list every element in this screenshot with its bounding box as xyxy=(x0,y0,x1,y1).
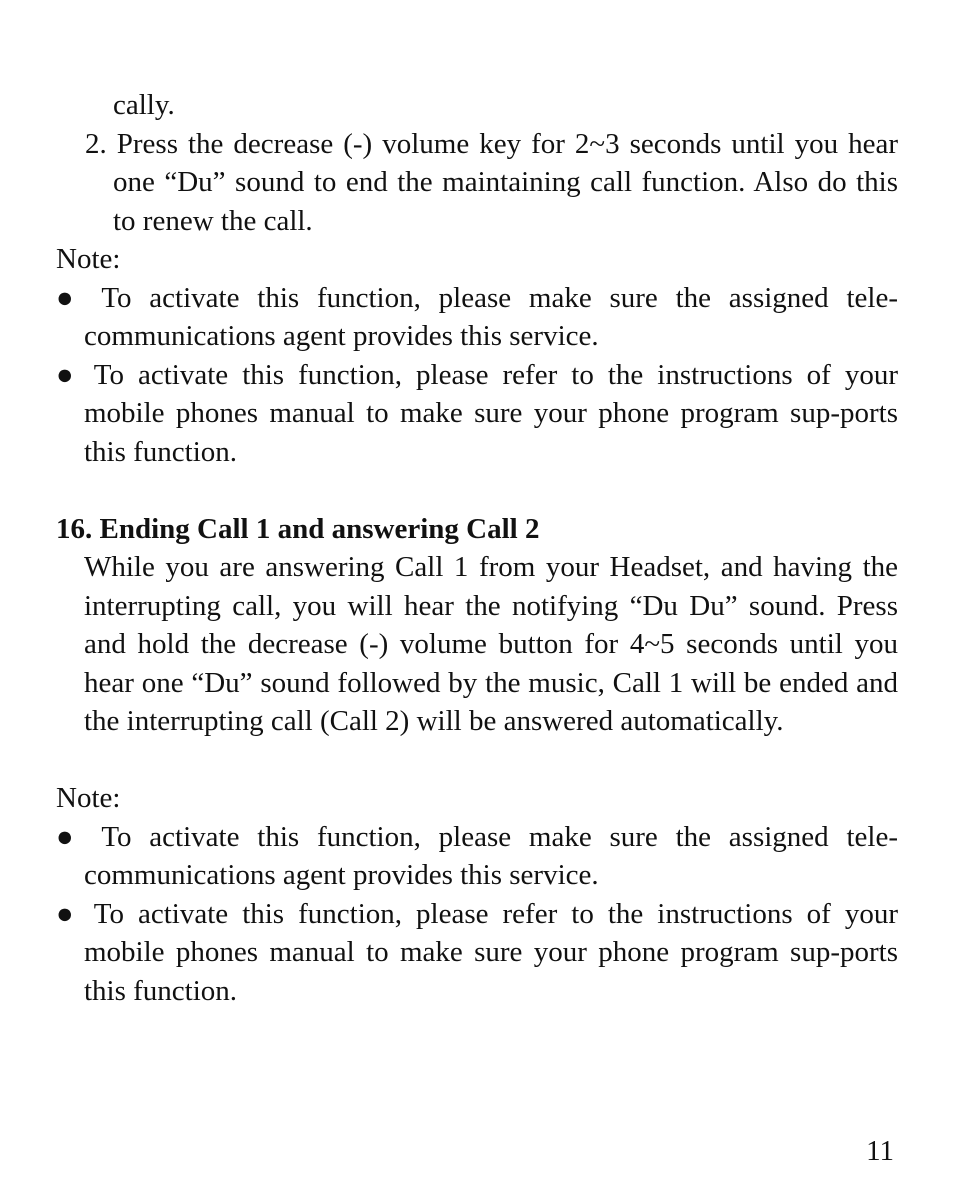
section-heading: 16. Ending Call 1 and answering Call 2 xyxy=(56,512,540,545)
note-label: Note: xyxy=(56,243,121,275)
note-label: Note: xyxy=(56,782,121,814)
continuation-text: cally. xyxy=(113,89,175,121)
note-bullet: ● To activate this function, please make sure the assigned tele-communications agent provides this service. xyxy=(56,281,898,352)
note-bullet: ● To activate this function, please refer to the instructions of your mobile phones manual to make sure your phone program sup-ports this function. xyxy=(56,358,898,468)
section-body: While you are answering Call 1 from your Headset, and having the interrupting call, you will hear the notifying “Du Du” sound. Press and hold the decrease (-) volume button for 4~5 seconds until you hear one “Du” sound followed by the music, Call 1 will be ended and the interrupting call (Call 2) will be answered automatically. xyxy=(84,551,898,737)
spacer xyxy=(56,741,898,780)
note-bullet: ● To activate this function, please make sure the assigned tele-communications agent provides this service. xyxy=(56,820,898,891)
page-number: 11 xyxy=(866,1135,894,1167)
spacer xyxy=(56,471,898,510)
document-page xyxy=(56,86,898,1010)
note-bullet: ● To activate this function, please refer to the instructions of your mobile phones manual to make sure your phone program sup-ports this function. xyxy=(56,897,898,1007)
step-2-text: 2. Press the decrease (-) volume key for 2~3 seconds until you hear one “Du” sound to end the maintaining call function. Also do this to renew the call. xyxy=(85,127,898,237)
